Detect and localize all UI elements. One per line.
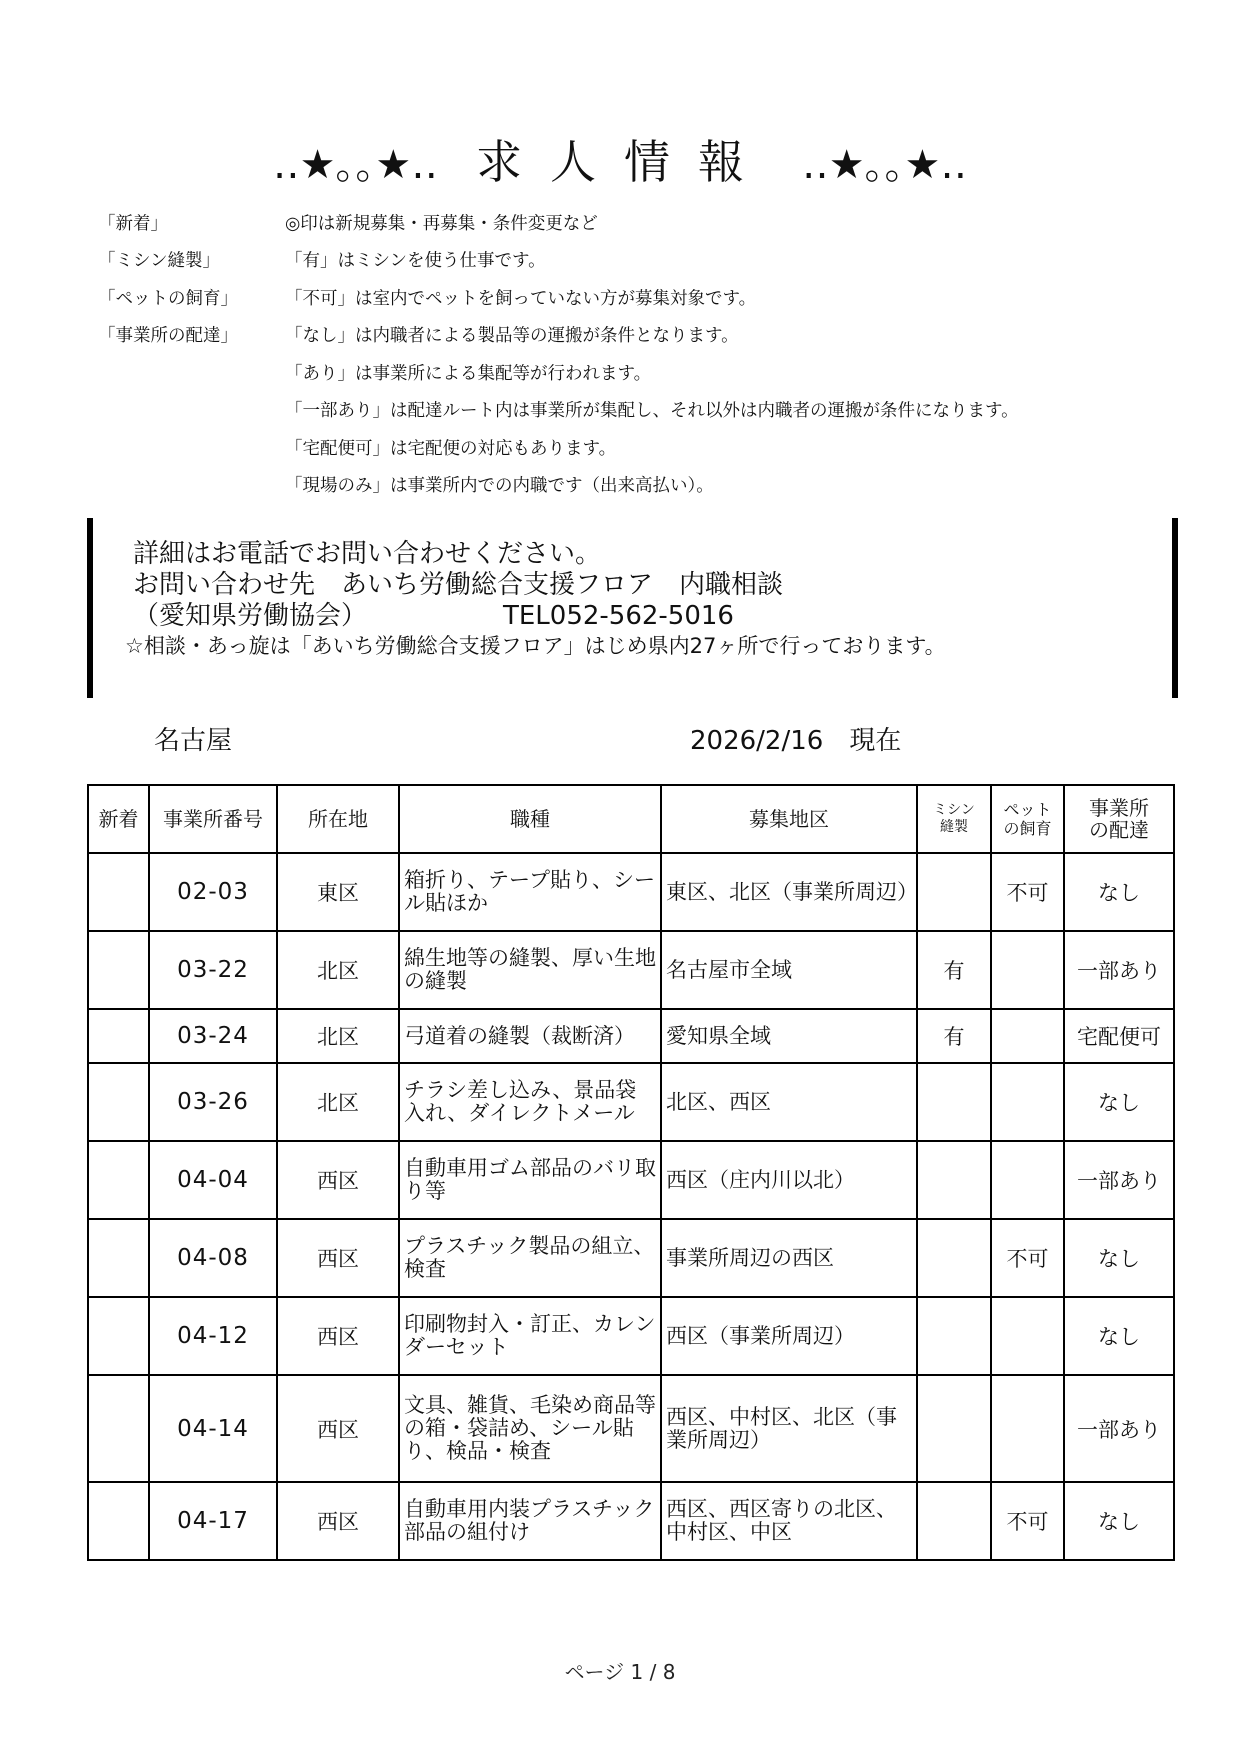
region-label: 名古屋: [154, 726, 233, 756]
cell-sewing: 有: [917, 931, 991, 1009]
cell-new: [88, 1063, 149, 1141]
cell-job-type: 自動車用ゴム部品のバリ取り等: [399, 1141, 661, 1219]
table-row: [88, 1063, 1174, 1141]
cell-area: 北区、西区: [661, 1063, 917, 1141]
cell-office-no: 04-14: [149, 1375, 277, 1482]
cell-new: [88, 1297, 149, 1375]
cell-job-type: 印刷物封入・訂正、カレンダーセット: [399, 1297, 661, 1375]
cell-pet: [991, 1297, 1064, 1375]
legend-desc: 「不可」は室内でペットを飼っていない方が募集対象です。: [285, 289, 757, 309]
cell-pet: [991, 1375, 1064, 1482]
cell-new: [88, 1482, 149, 1560]
legend-term: 「事業所の配達」: [98, 326, 238, 346]
legend-desc: 「一部あり」は配達ルート内は事業所が集配し、それ以外は内職者の運搬が条件になります。: [285, 401, 1019, 421]
cell-location: 東区: [277, 853, 399, 931]
contact-intro: 詳細はお電話でお問い合わせください。: [133, 539, 602, 569]
cell-delivery: なし: [1064, 853, 1174, 931]
cell-area: 愛知県全域: [661, 1009, 917, 1063]
cell-sewing: [917, 1297, 991, 1375]
cell-pet: 不可: [991, 1482, 1064, 1560]
title-text: 求人情報: [476, 135, 772, 189]
cell-pet: 不可: [991, 1219, 1064, 1297]
cell-new: [88, 1219, 149, 1297]
legend-desc: 「あり」は事業所による集配等が行われます。: [285, 364, 652, 384]
cell-job-type: 綿生地等の縫製、厚い生地の縫製: [399, 931, 661, 1009]
cell-delivery: 一部あり: [1064, 1141, 1174, 1219]
cell-area: 西区、中村区、北区（事業所周辺）: [661, 1375, 917, 1482]
legend-desc: 「現場のみ」は事業所内での内職です（出来高払い）。: [285, 476, 714, 496]
header-sewing-line2: 縫製: [940, 819, 968, 835]
cell-delivery: 一部あり: [1064, 1375, 1174, 1482]
header-delivery: [1064, 785, 1174, 853]
contact-office: お問い合わせ先 あいち労働総合支援フロア 内職相談: [133, 570, 784, 600]
legend-desc: ◎印は新規募集・再募集・条件変更など: [285, 214, 598, 234]
legend-term: 「ペットの飼育」: [98, 289, 238, 309]
cell-delivery: なし: [1064, 1063, 1174, 1141]
cell-job-type: 文具、雑貨、毛染め商品等の箱・袋詰め、シール貼り、検品・検査: [399, 1375, 661, 1482]
table-row: [88, 1482, 1174, 1560]
cell-delivery: 一部あり: [1064, 931, 1174, 1009]
table-row: [88, 1375, 1174, 1482]
contact-org-line: [133, 601, 734, 631]
cell-location: 北区: [277, 1063, 399, 1141]
contact-org: （愛知県労働協会）: [133, 601, 368, 631]
cell-office-no: 04-17: [149, 1482, 277, 1560]
cell-delivery: 宅配便可: [1064, 1009, 1174, 1063]
cell-new: [88, 931, 149, 1009]
cell-location: 北区: [277, 931, 399, 1009]
table-row: [88, 1219, 1174, 1297]
cell-location: 西区: [277, 1219, 399, 1297]
table-row: [88, 1009, 1174, 1063]
contact-note: ☆相談・あっ旋は「あいち労働総合支援フロア」はじめ県内27ヶ所で行っております。: [125, 634, 946, 658]
header-office-no: 事業所番号: [149, 785, 277, 853]
header-delivery-line2: の配達: [1089, 818, 1149, 842]
cell-pet: [991, 1141, 1064, 1219]
page-title: [0, 132, 1240, 195]
cell-job-type: プラスチック製品の組立、検査: [399, 1219, 661, 1297]
table-row: [88, 853, 1174, 931]
legend-term: 「ミシン縫製」: [98, 251, 221, 271]
cell-office-no: 04-08: [149, 1219, 277, 1297]
cell-office-no: 04-12: [149, 1297, 277, 1375]
legend-desc: 「宅配便可」は宅配便の対応もあります。: [285, 439, 617, 459]
cell-delivery: なし: [1064, 1297, 1174, 1375]
cell-sewing: [917, 853, 991, 931]
star-decoration-left: ‥★｡｡★‥: [272, 142, 438, 188]
header-sewing-line1: ミシン: [933, 802, 975, 818]
cell-job-type: 箱折り、テープ貼り、シール貼ほか: [399, 853, 661, 931]
cell-sewing: [917, 1482, 991, 1560]
header-sewing: [917, 785, 991, 853]
cell-location: 西区: [277, 1297, 399, 1375]
cell-delivery: なし: [1064, 1482, 1174, 1560]
cell-sewing: [917, 1141, 991, 1219]
cell-location: 西区: [277, 1375, 399, 1482]
cell-office-no: 04-04: [149, 1141, 277, 1219]
header-delivery-line1: 事業所: [1089, 796, 1149, 820]
table-header-row: [88, 785, 1174, 853]
header-job-type: 職種: [399, 785, 661, 853]
cell-new: [88, 1375, 149, 1482]
table-row: [88, 931, 1174, 1009]
cell-job-type: 弓道着の縫製（裁断済）: [399, 1009, 661, 1063]
cell-location: 北区: [277, 1009, 399, 1063]
cell-office-no: 03-24: [149, 1009, 277, 1063]
cell-pet: [991, 931, 1064, 1009]
table-row: [88, 1141, 1174, 1219]
cell-sewing: 有: [917, 1009, 991, 1063]
cell-job-type: 自動車用内装プラスチック部品の組付け: [399, 1482, 661, 1560]
as-of-date: 2026/2/16 現在: [690, 726, 902, 756]
cell-location: 西区: [277, 1482, 399, 1560]
cell-location: 西区: [277, 1141, 399, 1219]
cell-area: 西区（事業所周辺）: [661, 1297, 917, 1375]
cell-sewing: [917, 1375, 991, 1482]
cell-new: [88, 853, 149, 931]
cell-office-no: 03-22: [149, 931, 277, 1009]
contact-box: [87, 518, 1178, 698]
cell-area: 西区（庄内川以北）: [661, 1141, 917, 1219]
legend-term: 「新着」: [98, 214, 168, 234]
page-indicator: ページ 1 / 8: [564, 1660, 676, 1684]
header-area: 募集地区: [661, 785, 917, 853]
header-pet-line2: の飼育: [1003, 819, 1052, 838]
header-pet-line1: ペット: [1003, 800, 1052, 819]
legend-desc: 「なし」は内職者による製品等の運搬が条件となります。: [285, 326, 739, 346]
cell-pet: 不可: [991, 853, 1064, 931]
job-table: [87, 784, 1175, 1561]
cell-sewing: [917, 1063, 991, 1141]
cell-pet: [991, 1009, 1064, 1063]
cell-sewing: [917, 1219, 991, 1297]
cell-area: 名古屋市全域: [661, 931, 917, 1009]
header-location: 所在地: [277, 785, 399, 853]
cell-new: [88, 1009, 149, 1063]
header-pet: [991, 785, 1064, 853]
cell-area: 西区、西区寄りの北区、中村区、中区: [661, 1482, 917, 1560]
cell-area: 東区、北区（事業所周辺）: [661, 853, 917, 931]
legend-desc: 「有」はミシンを使う仕事です。: [285, 251, 546, 271]
contact-phone[interactable]: TEL052-562-5016: [503, 601, 734, 631]
header-new: 新着: [88, 785, 149, 853]
cell-new: [88, 1141, 149, 1219]
table-row: [88, 1297, 1174, 1375]
cell-office-no: 02-03: [149, 853, 277, 931]
cell-delivery: なし: [1064, 1219, 1174, 1297]
star-decoration-right: ‥★｡｡★‥: [802, 142, 968, 188]
cell-office-no: 03-26: [149, 1063, 277, 1141]
cell-pet: [991, 1063, 1064, 1141]
cell-job-type: チラシ差し込み、景品袋入れ、ダイレクトメール: [399, 1063, 661, 1141]
cell-area: 事業所周辺の西区: [661, 1219, 917, 1297]
